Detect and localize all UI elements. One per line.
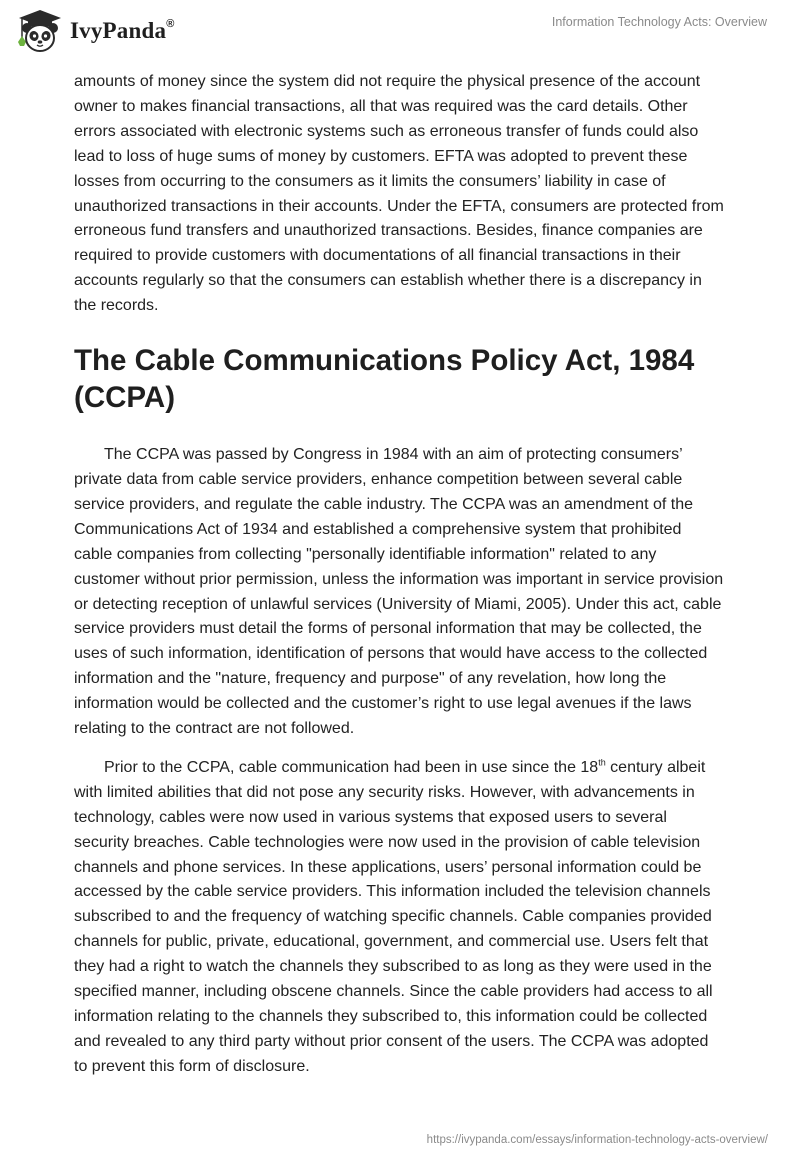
essay-content — [74, 70, 724, 1080]
paragraph-2-rest: century albeit with limited abilities that did not pose any security risks. However, with advancements in technology, cables were now used in various systems that exposed users to several security breaches. Cable technologies were now used in the provision of cable television channels and phone services. In these applications, users’ personal information could be accessed by the cable service providers. This information included the television channels subscribed to and the frequency of watching specific channels. Cable companies provided channels for public, private, educational, government, and commercial use. Users felt that they had a right to watch the channels they subscribed to as long as they were used in the specified manner, including obscene channels. Since the cable providers had access to all information relating to the channels they subscribed to, this information could be collected and revealed to any third party without prior consent of the users. The CCPA was adopted to prevent this form of disclosure. — [74, 758, 713, 1075]
intro-paragraph: amounts of money since the system did not require the physical presence of the account owner to makes financial transactions, all that was required was the card details. Other errors associated with electronic systems such as erroneous transfer of funds could also lead to loss of huge sums of money by customers. EFTA was adopted to prevent these losses from occurring to the consumers as it limits the consumers’ liability in case of unauthorized transactions in their accounts. Under the EFTA, consumers are protected from erroneous fund transfers and unauthorized transactions. Besides, finance companies are required to provide customers with documentations of all financial transactions in their accounts regularly so that the consumers can establish whether there is a discrepancy in the records. — [74, 73, 724, 315]
footer-url[interactable]: https://ivypanda.com/essays/information-technology-acts-overview/ — [426, 1134, 768, 1146]
panda-logo-icon — [14, 8, 66, 54]
page-header — [0, 0, 800, 60]
paragraph-2-start: Prior to the CCPA, cable communication had been in use since the 18 — [104, 758, 599, 776]
ordinal-suffix: th — [598, 757, 606, 768]
document-title: Information Technology Acts: Overview — [551, 15, 767, 29]
section-heading: The Cable Communications Policy Act, 1984 (CCPA) — [74, 344, 695, 415]
brand-name: IvyPanda® — [70, 18, 175, 43]
brand-logo[interactable] — [14, 8, 175, 54]
registered-mark: ® — [166, 18, 175, 31]
ccpa-paragraph-2 — [74, 756, 724, 1080]
ccpa-paragraph-1: The CCPA was passed by Congress in 1984 with an aim of protecting consumers’ private data from cable service providers, enhance competition between several cable service providers, and regulate the cable industry. The CCPA was an amendment of the Communications Act of 1934 and established a comprehensive system that prohibited cable companies from collecting "personally identifiable information" related to any customer without prior permission, unless the information was important in service provision or detecting reception of unlawful services (University of Miami, 2005). Under this act, cable service providers must detail the forms of personal information that may be collected, the uses of such information, identification of persons that would have access to the collected information and the "nature, frequency and purpose" of any revelation, how long the information would be collected and the customer’s right to use legal avenues if the laws relating to the contract are not followed. — [74, 446, 724, 738]
